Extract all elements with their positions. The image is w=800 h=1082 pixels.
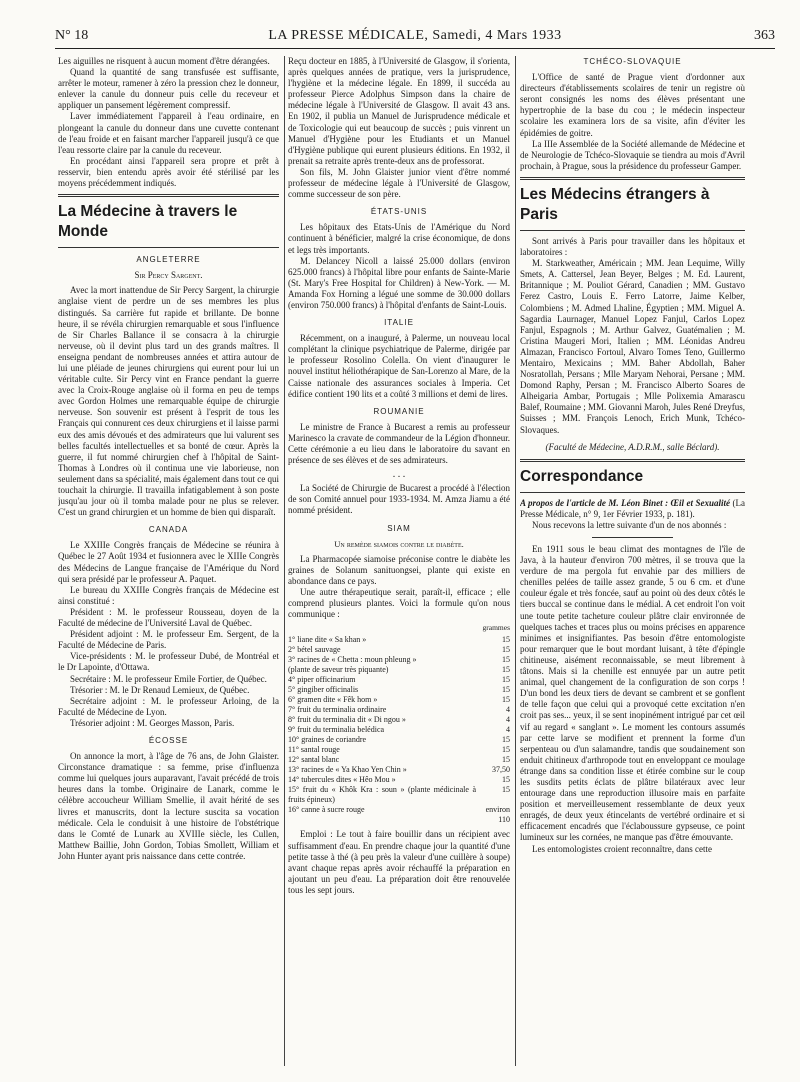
officer-line: Président adjoint : M. le professeur Em. Sergent, de la Faculté de Médecine de Paris.	[58, 629, 279, 651]
recipe-quantity: 37,50	[492, 765, 510, 775]
paragraph: Laver immédiatement l'appareil à l'eau ordinaire, en plongeant la canule du donneur dans une cuvette contenant de l'eau froide et en faisant marcher l'appareil jusqu'à ce que l'eau ressorte claire par la canule du receveur.	[58, 111, 279, 155]
section-title: Correspondance	[520, 467, 644, 485]
recipe-row	[288, 645, 510, 655]
recipe-ingredient: 8° fruit du terminalia dit « Di ngou »	[288, 715, 406, 725]
paragraph: On annonce la mort, à l'âge de 76 ans, de John Glaister. Circonstance dramatique : sa femme, prise d'influenza comme lui quelques jours auparavant, l'avait précédé de trois heures dans la tombe. Originaire de Lanark, comme le célèbre accoucheur William Smellie, il avait hérité de ses livres et manuscrits, dont la lecture suscita sa vocation médicale. Cela le conduisit à une histoire de l'obstétrique dans le Comté de Lunark au XVIIIe siècle, les Cullen, Matthew Baillie, John Gordon, Tobias Smollett, William et John Hunter ayant pris naissance dans cette contrée.	[58, 751, 279, 861]
recipe-quantity: 15	[502, 675, 510, 685]
country-heading: ÉTATS-UNIS	[370, 207, 428, 217]
column-left	[58, 56, 279, 1066]
letter-heading	[520, 498, 745, 520]
country-heading: ROUMANIE	[373, 406, 425, 416]
section-title: Les Médecins étrangers à Paris	[520, 185, 710, 223]
paragraph: Le XXIIIe Congrès français de Médecine se réunira à Québec le 27 Août 1934 et fusionnera avec le XIIIe Congrès des Médecins de Langue française de l'Amérique du Nord qui sera présidé par le professeur A. Paquet.	[58, 540, 279, 584]
officer-line: Président : M. le professeur Rousseau, doyen de la Faculté de médecine de l'Université Laval de Québec.	[58, 606, 279, 629]
recipe-row	[288, 695, 510, 705]
paragraph: Le bureau du XXIIIe Congrès français de Médecine est ainsi constitué :	[58, 584, 279, 606]
officer-line: Trésorier adjoint : M. Georges Masson, Paris.	[70, 717, 235, 728]
recipe-quantity: 15	[502, 685, 510, 695]
paragraph: Les entomologistes croient reconnaître, dans cette	[532, 843, 712, 854]
letter-title: A propos de l'article de M. Léon Binet : Œil et Sexualité	[520, 497, 731, 508]
section-rule	[58, 247, 279, 248]
paragraph: Quand la quantité de sang transfusée est suffisante, arrêter le moteur, ramener à zéro la pression chez le donneur, enlever la canule du donneur puis celle du receveur et appliquer un pansement légèrement compressif.	[58, 67, 279, 111]
recipe-quantity: 15	[502, 655, 510, 665]
section-rule	[520, 459, 745, 462]
column-middle	[288, 56, 510, 1066]
paragraph: Les hôpitaux des Etats-Unis de l'Amérique du Nord continuent à bénéficier, malgré la crise économique, de dons et legs très importants.	[288, 222, 510, 255]
page-number: 363	[754, 28, 775, 43]
recipe-ingredient: 5° gingiber officinalis	[288, 685, 359, 695]
country-heading: CANADA	[148, 525, 189, 535]
paragraph: L'Office de santé de Prague vient d'ordonner aux directeurs d'établissements scolaires de tenir un registre où seront consignés les noms des élèves présentant une hypertrophie de la base du cou ; le médecin inspecteur scolaire les examinera lors de sa visite, afin d'éviter les épidémies de goitre.	[520, 72, 745, 138]
paragraph: En procédant ainsi l'appareil sera propre et prêt à resservir, bien entendu après avoir été stérilisé par les moyens précédemment indiqués.	[58, 155, 279, 189]
recipe-row	[288, 785, 510, 805]
article-byline: Sir Percy Sargent.	[134, 270, 203, 281]
paragraph: Une autre thérapeutique serait, paraît-il, efficace ; elle comprend plusieurs plantes. Voici la formule qu'on nous communique :	[288, 587, 510, 620]
recipe-quantity: 15	[502, 695, 510, 705]
article-signature: (Faculté de Médecine, A.D.R.M., salle Béclard).	[545, 441, 720, 452]
recipe-table	[288, 635, 510, 825]
officer-line: Vice-présidents : M. le professeur Dubé, de Montréal et le Dr Lapointe, d'Ottawa.	[58, 651, 279, 673]
recipe-ingredient: 12° santal blanc	[288, 755, 340, 765]
recipe-ingredient: (plante de saveur très piquante)	[288, 665, 389, 675]
recipe-ingredient: 11° santal rouge	[288, 745, 340, 755]
officer-line: Secrétaire adjoint : M. le professeur Arloing, de la Faculté de Médecine de Lyon.	[58, 695, 279, 717]
short-rule	[592, 537, 673, 538]
recipe-row	[288, 745, 510, 755]
officer-line: Secrétaire : M. le professeur Emile Fortier, de Québec.	[70, 673, 267, 684]
paragraph: Sont arrivés à Paris pour travailler dans les hôpitaux et laboratoires :	[520, 235, 745, 258]
page-header	[55, 26, 775, 49]
paragraph: Le ministre de France à Bucarest a remis au professeur Marinesco la cravate de commandeur de la Légion d'honneur. Cette cérémonie a eu lieu dans le laboratoire du savant en présence de ses élèves et de ses admirateurs.	[288, 421, 510, 466]
country-heading: ANGLETERRE	[136, 255, 201, 265]
paragraph: Emploi : Le tout à faire bouillir dans un récipient avec suffisamment d'eau. En prendre chaque jour la quantité d'une petite tasse à thé (à peu près la valeur d'une cuillère à soupe) avant chaque repas après avoir réchauffé la préparation en ajoutant un peu d'eau. La préparation doit être renouvelée tous les sept jours.	[288, 829, 510, 895]
paragraph: Son fils, M. John Glaister junior vient d'être nommé professeur de médecine légale à l'Université de Glasgow, comme successeur de son père.	[288, 166, 510, 200]
recipe-ingredient: 2° bétel sauvage	[288, 645, 341, 655]
section-rule	[58, 194, 279, 197]
paragraph: Les aiguilles ne risquent à aucun moment d'être dérangées.	[58, 56, 270, 66]
paragraph: La Société de Chirurgie de Bucarest a procédé à l'élection de son Comité annuel pour 1933-1934. M. Amza Jiamu a été nommé président.	[288, 483, 510, 516]
recipe-quantity: 15	[502, 735, 510, 745]
separator-dots: . . .	[392, 469, 406, 481]
journal-title: LA PRESSE MÉDICALE, Samedi, 4 Mars 1933	[268, 28, 562, 43]
paragraph: Récemment, on a inauguré, à Palerme, un nouveau local complétant la clinique psychiatrique de Palerme, dirigée par le professeur Rosolino Colella. On vient d'inaugurer le nouvel institut héliothérapique de San-Lorenzo al Mare, de la Caisse nationale des assurances sociales à Imperia. Cet édifice contient 190 lits et a coûté 3 millions et demi de lires.	[288, 333, 510, 399]
recipe-ingredient: 9° fruit du terminalia belédica	[288, 725, 385, 735]
paragraph: La IIIe Assemblée de la Société allemande de Médecine et de Neurologie de Tchéco-Slovaquie se tiendra au mois d'Avril prochain, à Prague, sous la présidence du professeur Gamper.	[520, 138, 745, 171]
recipe-quantity: 4	[506, 725, 510, 735]
recipe-quantity: 15	[502, 745, 510, 755]
recipe-row	[288, 775, 510, 785]
paragraph: M. Starkweather, Américain ; MM. Jean Lequime, Willy Smets, A. Cattersel, Jean Beyer, Belges ; M. Ed. Laurent, Britannique ; M. Pouliot Gérard, Canadien ; MM. Gustavo Ferez Castro, Louis E. Ferro Latorre, Jaime Kelber, Colombiens ; M. Admed Lhaline, Égyptien ; MM. Miguel A. Sagardia Laurnager, Manuel Lopez Fanjul, Carlos Lopez Fanjul, Espagnols ; M. Arthur Galvez, Guatémalien ; M. Cristina Maugeri Mori, Italien ; MM. Léonidas Andreu Almazan, Francisco Fortoul, Alvaro Tomes Teno, Guillermo Mentairo, Mexicains ; MM. Baher Abdollah, Baher Nosratollah, Persans ; Mlle Maryam Nehorai, Persane ; MM. Domond Raphy, Persan ; M. Francisco Alberto Soares de Alheigaria Ambar, Portugais ; Mlle Polixemia Amarascu Balef, Roumaine ; MM. Giovanni Maroh, Jules René Dreyfus, Suisses ; MM. François Lenoch, Erich Munk, Tchéco-Slovaques.	[520, 258, 745, 435]
recipe-quantity: 15	[502, 645, 510, 655]
recipe-unit: grammes	[482, 623, 510, 633]
recipe-ingredient: 7° fruit du terminalia ordinaire	[288, 705, 387, 715]
recipe-row	[288, 655, 510, 665]
recipe-quantity: 15	[502, 775, 510, 785]
letter-reference: (La Presse Médicale, n° 9, 1er Février 1933, p. 181).	[520, 497, 745, 519]
recipe-row	[288, 675, 510, 685]
recipe-quantity: 15	[502, 755, 510, 765]
column-divider	[515, 56, 516, 1066]
section-rule	[520, 230, 745, 231]
recipe-row	[288, 705, 510, 715]
article-subheading: Un remède siamois contre le diabète.	[334, 538, 464, 549]
column-right	[520, 56, 745, 1066]
recipe-ingredient: 1° liane dite « Sa khan »	[288, 635, 367, 645]
recipe-ingredient: 14° tubercules dites « Hêo Mou »	[288, 775, 396, 785]
recipe-row	[288, 755, 510, 765]
recipe-ingredient: 16° canne à sucre rouge	[288, 805, 365, 815]
recipe-quantity: environ 110	[485, 805, 510, 825]
section-rule	[520, 177, 745, 180]
paragraph: Nous recevons la lettre suivante d'un de nos abonnés :	[532, 519, 727, 530]
recipe-row	[288, 765, 510, 775]
country-heading: TCHÉCO-SLOVAQUIE	[583, 57, 682, 66]
recipe-ingredient: 15° fruit du « Khôk Kra : soun » (plante médicinale à fruits épineux)	[288, 785, 476, 805]
recipe-ingredient: 13° racines de « Ya Khao Yen Chin »	[288, 765, 407, 775]
country-heading: ITALIE	[384, 318, 414, 328]
paragraph: Avec la mort inattendue de Sir Percy Sargent, la chirurgie anglaise vient de perdre un de ses membres les plus distingués. Sa carrière fut rapide et brillante. De bonne heure, il se révéla chirurgien remarquable et sous l'influence de Sir Charles Ballance il se consacra à la chirurgie nerveuse, où il devint plus tard un des grands maîtres. Il enseigna pendant de nombreuses années et attira autour de lui une pléiade de jeunes chirurgiens qui eurent pour lui un véritable culte. Sir Percy vint en France pendant la guerre avec la Croix-Rouge anglaise où il forma en peu de temps avec Gordon Holmes une remarquable équipe de chirurgie nerveuse. Son souvenir est présent à l'esprit de tous les Français qui connurent ces deux chirurgiens et il laisse parmi eux des amis dévoués et des admirateurs que lui valurent ses belles facultés intellectuelles et sa bonté de cœur. Après la guerre, il fut nommé chirurgien chef à l'hôpital de Saint-Thomas à Londres où il continua une vie laborieuse, non seulement dans sa spécialité, mais également dans tout ce qui touchait la chirurgie. Il travailla infatigablement à son poste jusqu'au jour où il tomba malade pour ne plus se relever. C'est un grand chirurgien et un homme de bien qui disparaît.	[58, 285, 279, 518]
paragraph: La Pharmacopée siamoise préconise contre le diabète les graines de Solanum sanituongsei, plante qui existe en abondance dans ce pays.	[288, 553, 510, 586]
recipe-row	[288, 725, 510, 735]
recipe-quantity: 4	[506, 715, 510, 725]
column-divider	[284, 56, 285, 1066]
recipe-row	[288, 805, 510, 825]
recipe-ingredient: 6° gramen dite « Fêk hom »	[288, 695, 378, 705]
recipe-row	[288, 735, 510, 745]
recipe-ingredient: 4° piper officinarium	[288, 675, 356, 685]
country-heading: SIAM	[387, 523, 411, 533]
recipe-quantity: 4	[506, 705, 510, 715]
recipe-quantity: 15	[502, 665, 510, 675]
paragraph: M. Delancey Nicoll a laissé 25.000 dollars (environ 625.000 francs) à l'hôpital libre pour enfants de Sainte-Marie (St. Mary's Free Hospital for Children) à New-York. — M. Amanda Fox Horning a légué une somme de 30.000 dollars (environ 750.000 francs) à l'hôpital d'enfants de Saint-Louis.	[288, 255, 510, 310]
recipe-row	[288, 665, 510, 675]
recipe-row	[288, 635, 510, 645]
paragraph: Reçu docteur en 1885, à l'Université de Glasgow, il s'orienta, après quelques années de pratique, vers la jurisprudence, l'hygiène et la médecine légale. En 1899, il succéda au professeur Pierce Adolphus Simpson dans la chaire de médecine légale à l'Université de Glasgow. Il avait 43 ans. En 1902, il publia un Manuel de Jurisprudence médicale et de Toxicologie qui eut beaucoup de succès ; puis vinrent un Manuel d'Hygiène pour les Etudiants et un Manuel d'Hygiène publique qui eurent plusieurs éditions. En 1932, il prenait sa retraite après trente-deux ans de professorat.	[288, 56, 510, 166]
recipe-ingredient: 3° racines de « Chetta : moun phleung »	[288, 655, 417, 665]
officer-line: Trésorier : M. le Dr Renaud Lemieux, de Québec.	[70, 684, 250, 695]
issue-number: N° 18	[55, 28, 89, 43]
section-rule	[520, 492, 745, 493]
recipe-row	[288, 715, 510, 725]
country-heading: ÉCOSSE	[148, 735, 189, 745]
recipe-row	[288, 685, 510, 695]
section-title: La Médecine à travers le Monde	[58, 203, 238, 241]
recipe-quantity: 15	[502, 635, 510, 645]
recipe-quantity: 15	[502, 785, 510, 795]
paragraph: En 1911 sous le beau climat des montagnes de l'île de Java, à la hauteur d'environ 700 mètres, il se trouva que la verdure de ma pergola fut envahie par des milliers de chenilles pelées de taille assez grande, 5 ou 6 cm. et d'une couleur égale et très foncée, sauf au point où des deux côtés le tiers buccal se continue dans le médial. A cet endroit l'on voit une toute petite tacheture couleur plâtre clair environnée de quelques taches et traces plus ou moins précises en apparence minimes et insignifiantes. Pas besoin d'être entomologiste pour remarquer que le bout mordant luisant, à tête d'épingle chitineuse, aisément reconnaissable, se meut librement à tâtons. Mais si la chenille est ennuyée par un autre petit animal, quel changement de la configuration de son corps ! D'un bond les deux tiers de devant se cambrent et se gonflent de telle façon que celui qui a provoqué cette excitation n'en croit pas ses... yeux, il se sent inopinément intrigué par cet œil vif au regard « sanglant ». Le moment les contours assumés par cette larve se modifient et prennent la forme d'un serpenteau ou d'un salamandre, tandis que soudainement son enduit chitineux d'arthropode tout en enveloppant ce moulage étrange dans sa condition lisse et étirée combine sur le coup les susdits petits éclats de plâtre bilatéraux avec leur entourage dans une reproduction illusoire mais en parfaite position et merveilleusement ressemblante de deux yeux enragés, de deux yeux étincelants de vertébré ordinaire et si efficacement encadrés que l'éclaboussure gypseuse, ce point lumineux sur les cornées, ne manque pas d'être émouvante.	[520, 544, 745, 843]
recipe-ingredient: 10° graines de coriandre	[288, 735, 367, 745]
